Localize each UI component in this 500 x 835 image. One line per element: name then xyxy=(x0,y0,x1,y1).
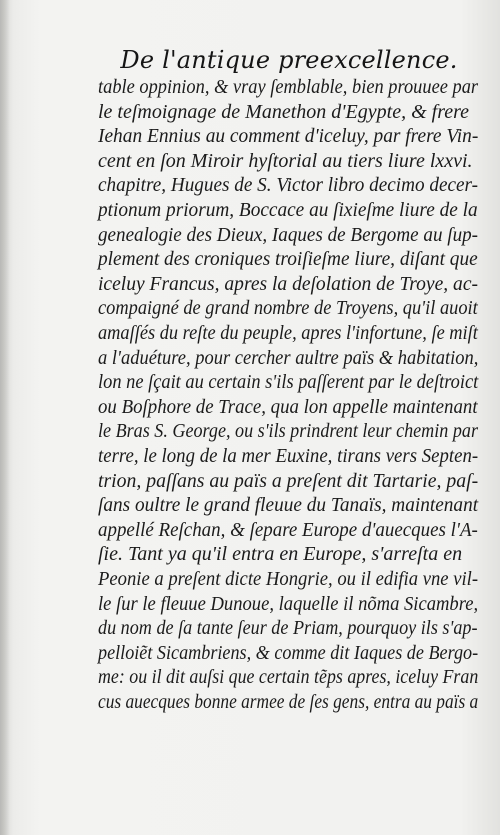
running-title: De l'antique preexcellence. xyxy=(120,46,458,74)
text-line: trion, paſſans au païs a preſent dit Tartarie, paſ- xyxy=(98,469,479,492)
text-line: Peonie a preſent dicte Hongrie, ou il edifia vne vil- xyxy=(98,568,479,590)
text-line: iceluy Francus, apres la deſolation de Troye, ac- xyxy=(98,272,478,295)
text-line: Iehan Ennius au comment d'iceluy, par frere Vin- xyxy=(98,125,479,148)
text-line: ſans oultre le grand fleuue du Tanaïs, maintenant xyxy=(98,494,479,517)
text-line: du nom de ſa tante ſeur de Priam, pourquoy ils s'ap- xyxy=(98,617,478,640)
text-line: ſie. Tant ya qu'il entra en Europe, s'arreſta en xyxy=(98,543,463,566)
text-line: appellé Reſchan, & ſepare Europe d'auecques l'A- xyxy=(98,518,478,541)
text-line: le Bras S. George, ou s'ils prindrent leur chemin par xyxy=(98,420,478,443)
text-line: chapitre, Hugues de S. Victor libro decimo decer- xyxy=(98,174,478,197)
text-line: genealogie des Dieux, Iaques de Bergome au ſup- xyxy=(98,223,479,246)
running-header xyxy=(0,46,500,74)
text-line: le teſmoignage de Manethon d'Egypte, & frere xyxy=(98,100,470,123)
text-line: plement des croniques troiſieſme liure, diſant que xyxy=(98,248,478,271)
text-line: lon ne ſçait au certain s'ils paſſerent par le deſtroict xyxy=(98,371,479,394)
text-line: amaſſés du reſte du peuple, apres l'infortune, ſe miſt xyxy=(98,322,478,344)
text-line: me: ou il dit auſsi que certain tẽps apres, iceluy Fran xyxy=(98,666,479,689)
text-line: a l'aduéture, pour cercher aultre païs & habitation, xyxy=(98,346,479,369)
text-line: le ſur le fleuue Dunoue, laquelle il nõma Sicambre, xyxy=(98,592,479,615)
text-line: pelloiẽt Sicambriens, & comme dit Iaques de Bergo- xyxy=(98,641,479,664)
spine-shadow xyxy=(0,0,10,835)
text-line: terre, le long de la mer Euxine, tirans vers Septen- xyxy=(98,445,479,467)
text-line: cent en ſon Miroir hyſtorial au tiers liure lxxvi. xyxy=(98,149,473,172)
text-line: table oppinion, & vray ſemblable, bien prouuee par xyxy=(98,76,479,98)
text-line: compaigné de grand nombre de Troyens, qu'il auoit xyxy=(98,297,478,320)
text-line: ou Boſphore de Trace, qua lon appelle maintenant xyxy=(98,395,478,418)
text-line: cus auecques bonne armee de ſes gens, entra au païs a xyxy=(98,691,479,713)
text-line: ptionum priorum, Boccace au ſixieſme liure de la xyxy=(98,199,478,221)
